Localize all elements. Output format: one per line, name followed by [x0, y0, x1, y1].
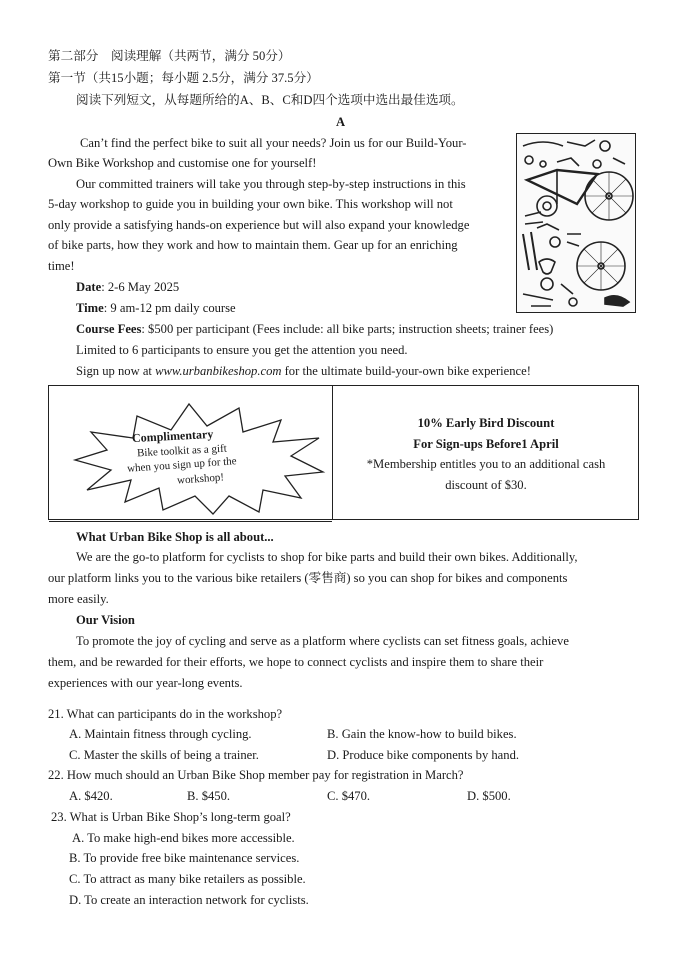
intro-line: Can’t find the perfect bike to suit all your needs? Join us for our Build-Your- — [80, 136, 467, 150]
intro-line: Own Bike Workshop and customise one for yourself! — [48, 156, 317, 170]
membership-note: discount of $30. — [445, 478, 527, 492]
question-21-option-d: D. Produce bike components by hand. — [327, 748, 520, 762]
time-line — [76, 298, 236, 318]
intro-line: time! — [48, 259, 75, 273]
question-23-option-a: A. To make high-end bikes more accessible. — [72, 831, 295, 845]
vision-line: experiences with our year-long events. — [48, 676, 243, 690]
date-value: : 2-6 May 2025 — [101, 280, 180, 294]
burst-line: Bike toolkit as a gift — [136, 442, 228, 460]
time-label: Time — [76, 301, 104, 315]
date-label: Date — [76, 280, 102, 294]
burst-title: Complimentary — [131, 426, 214, 446]
signup-post: for the ultimate build-your-own bike experience! — [281, 364, 531, 378]
question-21-option-b: B. Gain the know-how to build bikes. — [327, 727, 517, 741]
about-line: We are the go-to platform for cyclists to shop for bike parts and build their own bikes. Additionally, — [76, 550, 578, 564]
burst-line: workshop! — [176, 471, 225, 487]
passage-label: A — [336, 115, 346, 129]
about-line: our platform links you to the various bike retailers (零售商) so you can shop for bikes and components — [48, 571, 568, 585]
date-line — [76, 277, 179, 297]
fees-line — [76, 319, 553, 339]
about-heading: What Urban Bike Shop is all about... — [76, 530, 274, 544]
limit-line: Limited to 6 participants to ensure you get the attention you need. — [76, 343, 408, 357]
fees-label: Course Fees — [76, 322, 142, 336]
question-22-option-b: B. $450. — [187, 789, 231, 803]
signup-line — [76, 361, 531, 381]
intro-line: 5-day workshop to guide you in building your own bike. This workshop will not — [48, 197, 453, 211]
vision-line: them, and be rewarded for their efforts, we hope to connect cyclists and inspire them to share their — [48, 655, 544, 669]
intro-line: only provide a satisfying hands-on experience but will also expand your knowledge — [48, 218, 470, 232]
question-23-option-c: C. To attract as many bike retailers as possible. — [69, 872, 306, 886]
question-23-stem: 23. What is Urban Bike Shop’s long-term goal? — [51, 810, 291, 824]
signup-url: www.urbanbikeshop.com — [155, 364, 282, 378]
question-21-option-c: C. Master the skills of being a trainer. — [69, 748, 259, 762]
bike-parts-icon — [517, 134, 635, 312]
promo-box — [48, 385, 639, 520]
question-22-option-d: D. $500. — [467, 789, 511, 803]
instruction-text: 阅读下列短文，从每题所给的A、B、C和D四个选项中选出最佳选项。 — [76, 93, 464, 107]
fees-value: : $500 per participant (Fees include: all bike parts; instruction sheets; trainer fees) — [141, 322, 554, 336]
vision-heading: Our Vision — [76, 613, 135, 627]
section-heading: 第一节（共15小题；每小题 2.5分，满分 37.5分） — [48, 71, 319, 85]
question-22-option-a: A. $420. — [69, 789, 113, 803]
intro-line: of bike parts, how they work and how to maintain them. Gear up for an enriching — [48, 238, 458, 252]
part-heading: 第二部分 阅读理解（共两节，满分 50分） — [48, 49, 291, 63]
bike-parts-illustration — [516, 133, 636, 313]
question-22-option-c: C. $470. — [327, 789, 371, 803]
question-23-option-b: B. To provide free bike maintenance services. — [69, 851, 300, 865]
vision-line: To promote the joy of cycling and serve as a platform where cyclists can set fitness goals, achieve — [76, 634, 569, 648]
burst-line: when you sign up for the — [126, 455, 237, 475]
intro-line: Our committed trainers will take you through step-by-step instructions in this — [76, 177, 466, 191]
question-21-option-a: A. Maintain fitness through cycling. — [69, 727, 252, 741]
question-22-stem: 22. How much should an Urban Bike Shop member pay for registration in March? — [48, 768, 464, 782]
discount-title: 10% Early Bird Discount — [417, 416, 555, 430]
signup-pre: Sign up now at — [76, 364, 156, 378]
question-21-stem: 21. What can participants do in the workshop? — [48, 707, 283, 721]
about-line: more easily. — [48, 592, 109, 606]
question-23-option-d: D. To create an interaction network for cyclists. — [69, 893, 309, 907]
promo-bottom-line — [49, 521, 332, 522]
discount-subtitle: For Sign-ups Before1 April — [413, 437, 559, 451]
membership-note: *Membership entitles you to an additional cash — [366, 457, 606, 471]
time-value: : 9 am-12 pm daily course — [103, 301, 236, 315]
